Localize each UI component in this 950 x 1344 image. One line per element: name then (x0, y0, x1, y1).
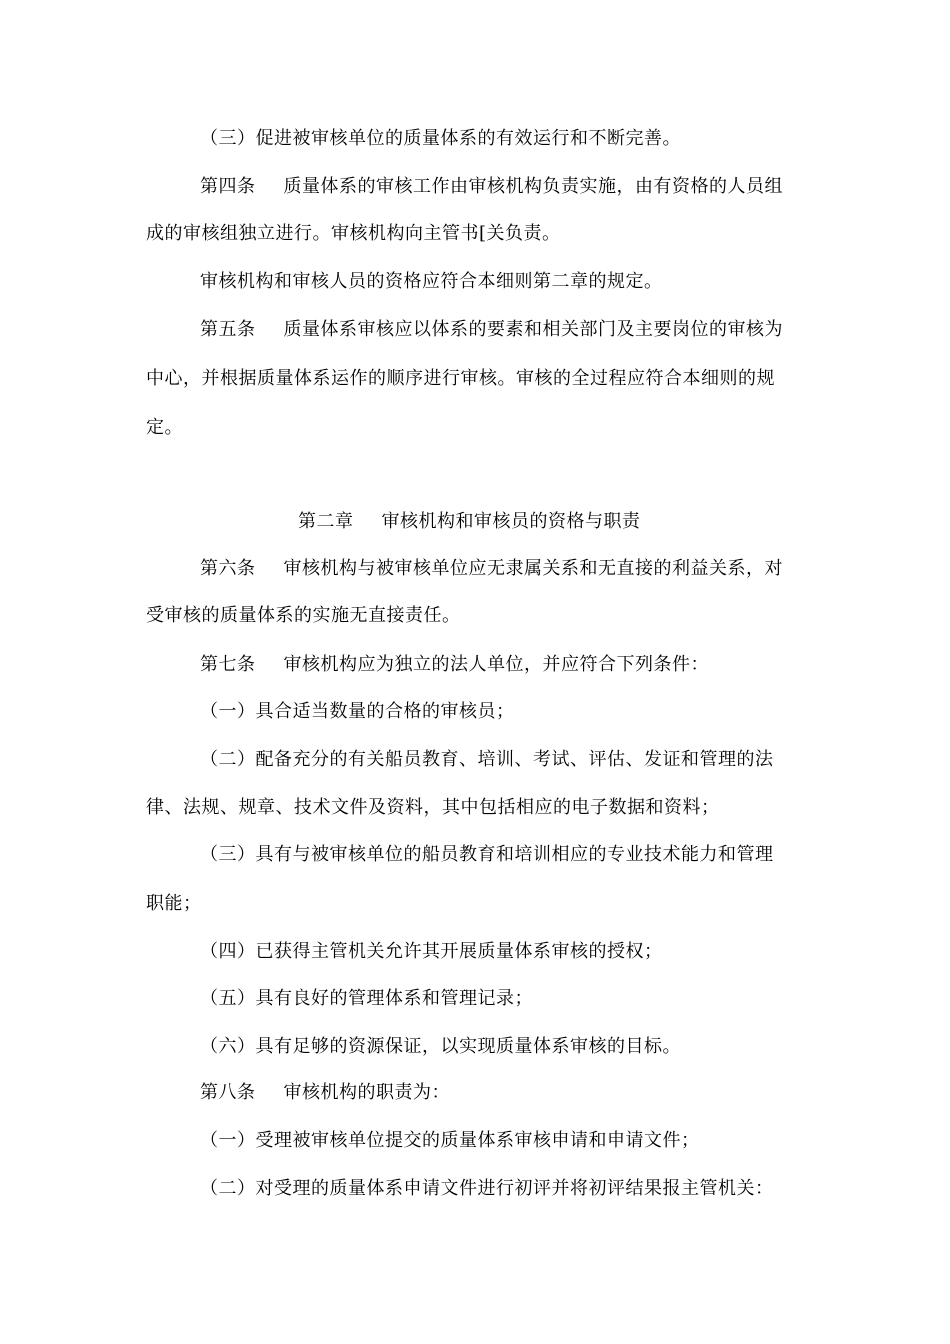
article-7-line-1 (200, 653, 709, 677)
text-line: 成的审核组独立进行。审核机构向主管书[关负责。 (146, 223, 561, 244)
article-7-item-2-line-2 (146, 796, 720, 820)
text-line: 定。 (146, 417, 183, 438)
article-4-line-1 (200, 175, 783, 199)
chapter-number: 第二章 (298, 511, 354, 532)
article-5-line-3 (146, 416, 183, 440)
text-line: （二）对受理的质量体系申请文件进行初评并将初评结果报主管机关： (200, 1178, 774, 1199)
text-line: （六）具有足够的资源保证，以实现质量体系审核的目标。 (200, 1036, 681, 1057)
text-line: 职能； (146, 893, 202, 914)
chapter-2-heading (298, 510, 641, 534)
text-line: （三）促进被审核单位的质量体系的有效运行和不断完善。 (200, 128, 681, 149)
article-7-item-4 (200, 940, 663, 964)
article-5-line-2 (146, 367, 775, 391)
text-line: 审核机构应为独立的法人单位，并应符合下列条件： (283, 654, 709, 675)
text-line: 审核机构的职责为： (283, 1082, 450, 1103)
text-line: （二）配备充分的有关船员教育、培训、考试、评估、发证和管理的法 (200, 749, 774, 770)
article-6-line-1 (200, 557, 783, 581)
article-7-item-5 (200, 987, 533, 1011)
article-7-item-6 (200, 1035, 681, 1059)
article-7-item-2-line-1 (200, 748, 774, 772)
article-8-item-2 (200, 1177, 774, 1201)
text-line: 律、法规、规章、技术文件及资料，其中包括相应的电子数据和资料； (146, 797, 720, 818)
text-line: 审核机构与被审核单位应无隶属关系和无直接的利益关系，对 (283, 558, 783, 579)
article-7-item-3-line-1 (200, 843, 774, 867)
article-7-item-3-line-2 (146, 892, 202, 916)
article-6-line-2 (146, 604, 461, 628)
text-line: 质量体系审核应以体系的要素和相关部门及主要岗位的审核为 (283, 319, 783, 340)
article-number: 第八条 (200, 1082, 256, 1103)
text-line: （一）受理被审核单位提交的质量体系审核申请和申请文件； (200, 1130, 700, 1151)
article-number: 第五条 (200, 319, 256, 340)
article-4-line-2 (146, 222, 561, 246)
text-line: （四）已获得主管机关允许其开展质量体系审核的授权； (200, 941, 663, 962)
article-number: 第七条 (200, 654, 256, 675)
text-line: （三）具有与被审核单位的船员教育和培训相应的专业技术能力和管理 (200, 844, 774, 865)
text-line: 质量体系的审核工作由审核机构负责实施，由有资格的人员组 (283, 176, 783, 197)
text-line: 受审核的质量体系的实施无直接责任。 (146, 605, 461, 626)
article-8-item-1 (200, 1129, 700, 1153)
text-line: 中心，并根据质量体系运作的顺序进行审核。审核的全过程应符合本细则的规 (146, 368, 775, 389)
chapter-title: 审核机构和审核员的资格与职责 (381, 511, 641, 532)
article-number: 第六条 (200, 558, 256, 579)
article-4-line-3 (200, 270, 663, 294)
article-5-line-1 (200, 318, 783, 342)
clause-3-item-3 (200, 127, 681, 151)
text-line: 审核机构和审核人员的资格应符合本细则第二章的规定。 (200, 271, 663, 292)
text-line: （一）具合适当数量的合格的审核员； (200, 701, 515, 722)
text-line: （五）具有良好的管理体系和管理记录； (200, 988, 533, 1009)
article-7-item-1 (200, 700, 515, 724)
article-number: 第四条 (200, 176, 256, 197)
article-8-line-1 (200, 1081, 450, 1105)
